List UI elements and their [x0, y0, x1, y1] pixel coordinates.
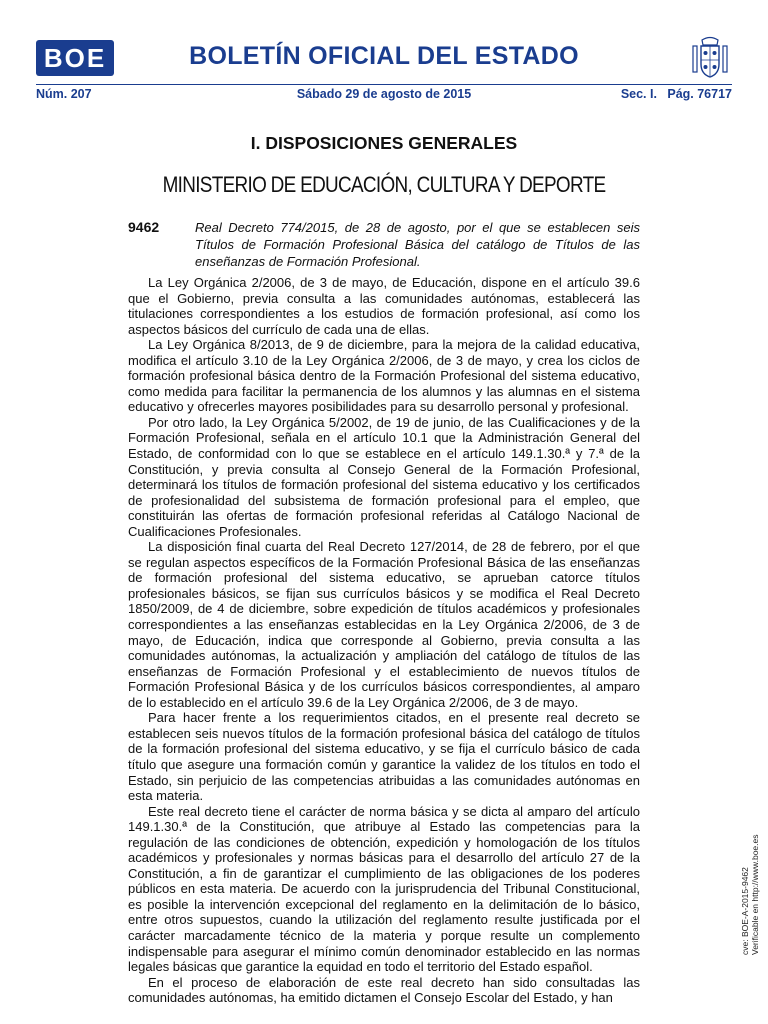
- paragraph: Para hacer frente a los requerimientos citados, en el presente real decreto se establecen seis nuevos títulos de la formación profesional básica del catálogo de títulos de la formación profesional del sistema educativo, y se fija el currículo básico de cada título que asegure una formación común y garantice la validez de los títulos en todo el Estado, sin perjuicio de las competencias atribuidas a las comunidades autónomas en esta materia.: [128, 710, 640, 804]
- paragraph: La Ley Orgánica 8/2013, de 9 de diciembre, para la mejora de la calidad educativa, modifica el artículo 3.10 de la Ley Orgánica 2/2006, de 3 de mayo, y crea los ciclos de formación profesional básica dentro de la Formación Profesional del sistema educativo, como medida para facilitar la permanencia de los alumnos y las alumnas en el sistema educativo y ofrecerles mayores posibilidades para su desarrollo personal y profesional.: [128, 337, 640, 415]
- section-page: Sec. I. Pág. 76717: [620, 87, 732, 101]
- verification-note: [740, 735, 760, 955]
- coat-of-arms-icon: [690, 36, 730, 80]
- body-text: [128, 275, 640, 1006]
- issue-date: Sábado 29 de agosto de 2015: [296, 87, 472, 101]
- paragraph: Este real decreto tiene el carácter de norma básica y se dicta al amparo del artículo 149.1.30.ª de la Constitución, que atribuye al Estado las competencias para la regulación de las condiciones de obtención, expedición y homologación de los títulos académicos y profesionales y normas básicas para el desarrollo del artículo 27 de la Constitución, a fin de garantizar el cumplimiento de las obligaciones de los poderes públicos en esta materia. De acuerdo con la jurisprudencia del Tribunal Constitucional, es posible la intervención excepcional del reglamento en la delimitación de lo básico, entre otros supuestos, cuando la utilización del reglamento resulte justificada por el carácter marcadamente técnico de la materia y porque resulte un complemento indispensable para asegurar el mínimo común denominador establecido en las normas legales básicas que garantice la equidad en todo el territorio del Estado español.: [128, 803, 640, 975]
- verify-url: Verificable en http://www.boe.es: [750, 834, 760, 955]
- section-heading: I. DISPOSICIONES GENERALES: [250, 133, 518, 153]
- publication-title: BOLETÍN OFICIAL DEL ESTADO: [189, 42, 579, 70]
- header-rule: [36, 84, 732, 85]
- paragraph: La disposición final cuarta del Real Decreto 127/2014, de 28 de febrero, por el que se regulan aspectos específicos de la Formación Profesional Básica de las enseñanzas de formación profesional del sistema educativo, se aprueban catorce títulos profesionales básicos, se fijan sus currículos básicos y se modifica el Real Decreto 1850/2009, de 4 de diciembre, sobre expedición de títulos académicos y profesionales correspondientes a las enseñanzas establecidas en la Ley Orgánica 2/2006, de 3 de mayo, de Educación, indica que corresponde al Gobierno, previa consulta a las comunidades autónomas, la actualización y ampliación del catálogo de títulos de las enseñanzas de Formación Profesional y el establecimiento de nuevos títulos de Formación Profesional Básica y de los currículos básicos correspondientes, al amparo de lo establecido en el artículo 39.6 de la Ley Orgánica 2/2006, de 3 de mayo.: [128, 539, 640, 710]
- ministry-heading: MINISTERIO DE EDUCACIÓN, CULTURA Y DEPORTE: [162, 172, 606, 197]
- paragraph: Por otro lado, la Ley Orgánica 5/2002, de 19 de junio, de las Cualificaciones y de la Formación Profesional, señala en el artículo 10.1 que la Administración General del Estado, de conformidad con lo que se establece en el artículo 149.1.30.ª y 7.ª de la Constitución, y previa consulta al Consejo General de la Formación Profesional, determinará los títulos de formación profesional del sistema educativo y los certificados de profesionalidad del subsistema de formación profesional para el empleo, que constituirán las ofertas de formación profesional referidas al Catálogo Nacional de Cualificaciones Profesionales.: [128, 414, 640, 539]
- cve-code: cve: BOE-A-2015-9462: [740, 867, 750, 955]
- paragraph: En el proceso de elaboración de este real decreto han sido consultadas las comunidades autónomas, ha emitido dictamen el Consejo Escolar del Estado, y han: [128, 974, 640, 1006]
- boe-logo: BOE: [36, 40, 114, 76]
- issue-number: Núm. 207: [36, 87, 92, 101]
- paragraph: La Ley Orgánica 2/2006, de 3 de mayo, de Educación, dispone en el artículo 39.6 que el Gobierno, previa consulta a las comunidades autónomas, establecerá las titulaciones correspondientes a los estudios de formación profesional, así como los aspectos básicos del currículo de cada una de ellas.: [128, 275, 640, 337]
- entry-number: 9462: [128, 219, 160, 235]
- entry-summary: Real Decreto 774/2015, de 28 de agosto, por el que se establecen seis Títulos de Formación Profesional Básica del catálogo de Títulos de las enseñanzas de Formación Profesional.: [195, 220, 640, 269]
